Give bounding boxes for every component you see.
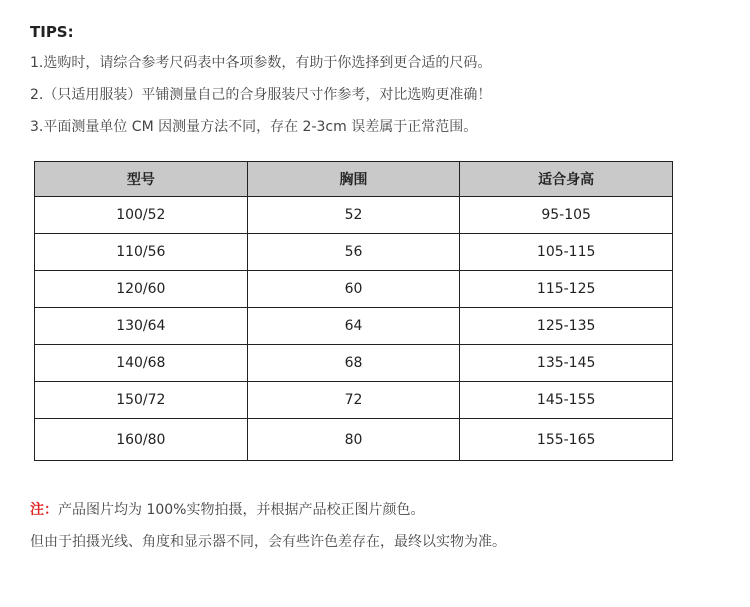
- cell-chest: 64: [247, 308, 460, 345]
- note-line-2: 但由于拍摄光线、角度和显示器不同，会有些许色差存在，最终以实物为准。: [30, 534, 506, 550]
- cell-height: 105-115: [460, 234, 673, 271]
- table-header-row: [35, 162, 673, 197]
- table-row: [35, 197, 673, 234]
- header-height: 适合身高: [460, 162, 673, 197]
- cell-height: 155-165: [460, 419, 673, 461]
- tips-title: TIPS:: [30, 23, 74, 41]
- tip-line-2: 2.（只适用服装）平铺测量自己的合身服装尺寸作参考，对比选购更准确！: [30, 87, 492, 103]
- cell-height: 95-105: [460, 197, 673, 234]
- cell-model: 100/52: [35, 197, 248, 234]
- table-row: [35, 345, 673, 382]
- cell-height: 115-125: [460, 271, 673, 308]
- cell-height: 145-155: [460, 382, 673, 419]
- cell-height: 135-145: [460, 345, 673, 382]
- cell-model: 150/72: [35, 382, 248, 419]
- cell-chest: 52: [247, 197, 460, 234]
- cell-model: 160/80: [35, 419, 248, 461]
- table-row: [35, 308, 673, 345]
- cell-height: 125-135: [460, 308, 673, 345]
- size-chart-table: [34, 161, 673, 461]
- table-row: [35, 234, 673, 271]
- tip-line-1: 1.选购时，请综合参考尺码表中各项参数，有助于你选择到更合适的尺码。: [30, 55, 492, 71]
- cell-model: 120/60: [35, 271, 248, 308]
- table-row: [35, 271, 673, 308]
- note-text-1: 产品图片均为 100%实物拍摄，并根据产品校正图片颜色。: [58, 502, 425, 518]
- header-model: 型号: [35, 162, 248, 197]
- tip-line-3: 3.平面测量单位 CM 因测量方法不同，存在 2-3cm 误差属于正常范围。: [30, 119, 478, 135]
- cell-chest: 72: [247, 382, 460, 419]
- table-row: [35, 382, 673, 419]
- table-row: [35, 419, 673, 461]
- cell-model: 110/56: [35, 234, 248, 271]
- cell-model: 130/64: [35, 308, 248, 345]
- cell-chest: 60: [247, 271, 460, 308]
- cell-model: 140/68: [35, 345, 248, 382]
- cell-chest: 56: [247, 234, 460, 271]
- cell-chest: 68: [247, 345, 460, 382]
- note-label: 注：: [30, 502, 58, 518]
- header-chest: 胸围: [247, 162, 460, 197]
- cell-chest: 80: [247, 419, 460, 461]
- note-line-1: [30, 500, 424, 520]
